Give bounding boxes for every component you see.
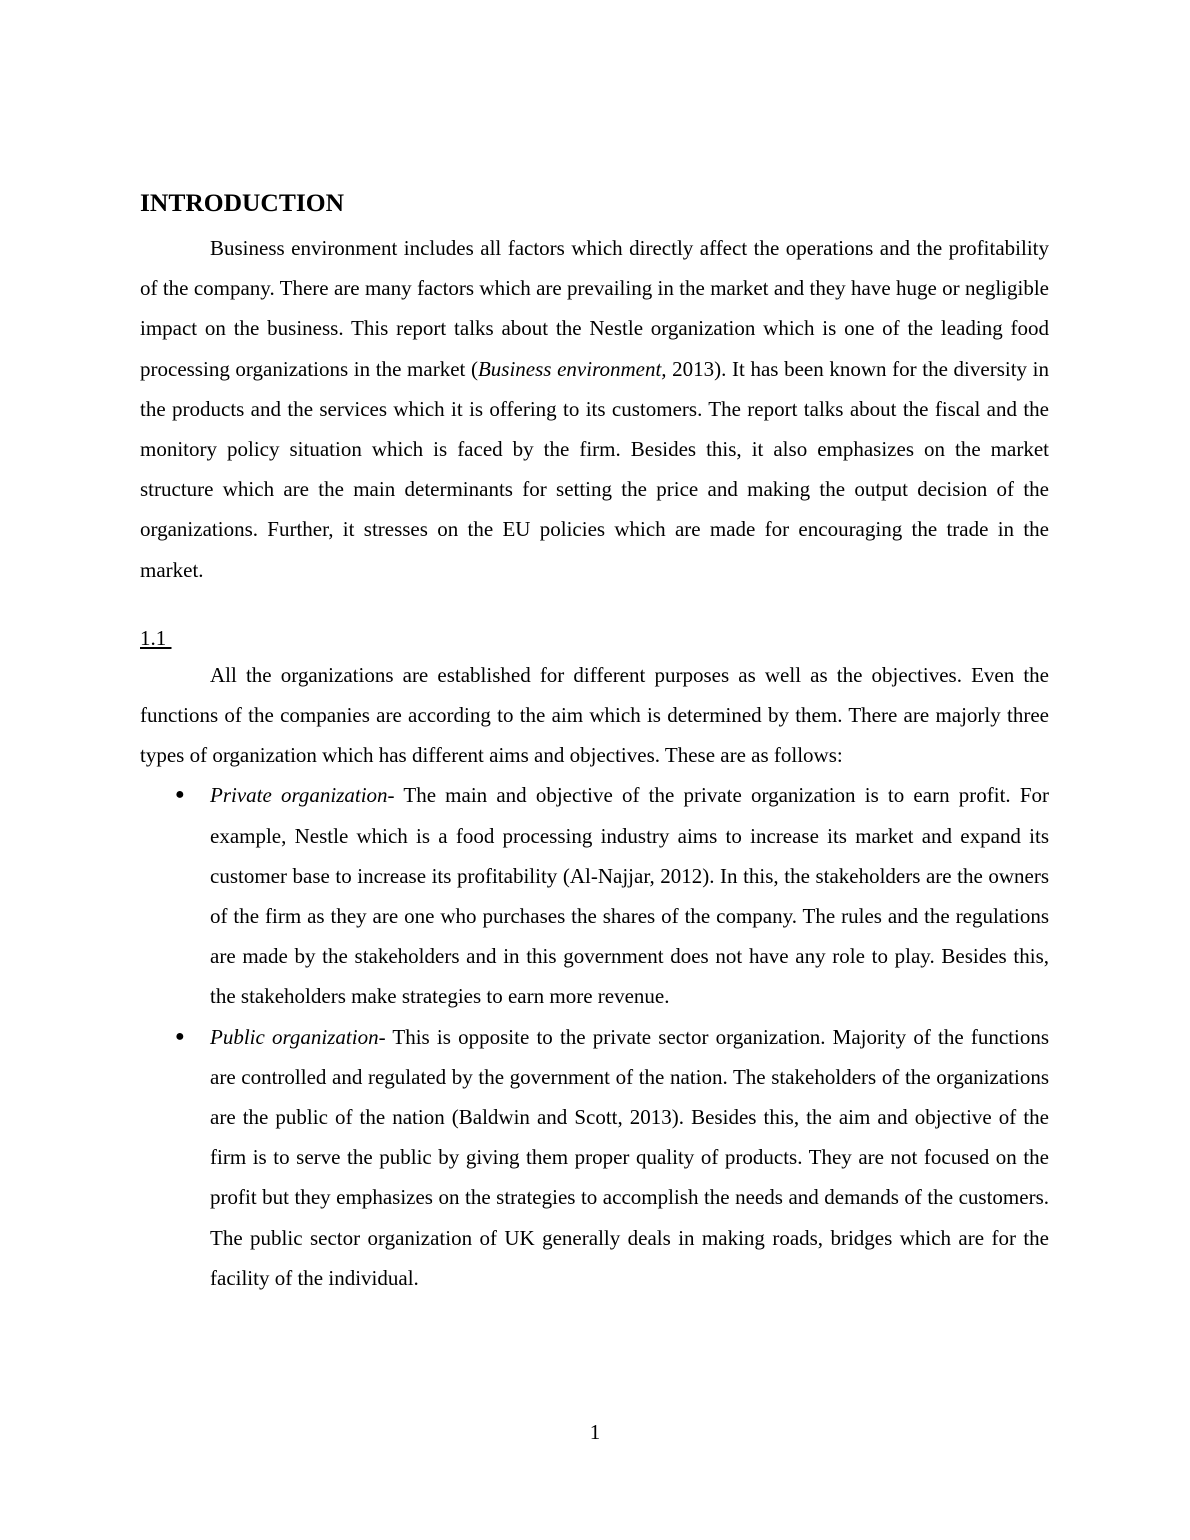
bullet-icon: ● [175,1027,185,1045]
organization-types-list [140,775,1049,1298]
list-item-private [140,775,1049,1016]
intro-text-start: Business environment includes all factors which directly affect the operations and the profitability of the company. There are many factors which are prevailing in the market and they have huge or negligible impact on the business. This report talks about the Nestle organization which is one of the leading food processing organizations in the market ( [140,236,1049,381]
public-organization-text [210,1017,1049,1298]
public-organization-description: This is opposite to the private sector organization. Majority of the functions are controlled and regulated by the government of the nation. The stakeholders of the organizations are the public of the nation (Baldwin and Scott, 2013). Besides this, the aim and objective of the firm is to serve the public by giving them proper quality of products. They are not focused on the profit but they emphasizes on the strategies to accomplish the needs and demands of the customers. The public sector organization of UK generally deals in making roads, bridges which are for the facility of the individual. [210,1024,1049,1290]
list-item-public [140,1017,1049,1298]
private-organization-description: The main and objective of the private organization is to earn profit. For example, Nestle which is a food processing industry aims to increase its market and expand its customer base to increase its profitability (Al-Najjar, 2012). In this, the stakeholders are the owners of the firm as they are one who purchases the shares of the company. The rules and the regulations are made by the stakeholders and in this government does not have any role to play. Besides this, the stakeholders make strategies to earn more revenue. [210,783,1050,1009]
introduction-heading: INTRODUCTION [140,188,345,217]
intro-text-end: 2013). It has been known for the diversity in the products and the services which it is offering to its customers. The report talks about the fiscal and the monitory policy situation which is faced by the firm. Besides this, it also emphasizes on the market structure which are the main determinants for setting the price and making the output decision of the organizations. Further, it stresses on the EU policies which are made for encouraging the trade in the market. [140,356,1049,582]
private-organization-text [210,775,1049,1016]
document-page [140,185,1049,1298]
page-number: 1 [589,1420,601,1444]
intro-paragraph [140,228,1049,590]
section-number: 1.1 [140,625,172,650]
public-organization-term: Public organization- [210,1024,386,1049]
intro-citation-italic: Business environment, [477,356,667,381]
private-organization-term: Private organization- [210,783,395,808]
bullet-icon: ● [175,786,185,804]
section-paragraph: All the organizations are established for different purposes as well as the objectives. Even the functions of the companies are according to the aim which is determined by them. There are majorly three types of organization which has different aims and objectives. These are as follows: [140,662,1049,768]
